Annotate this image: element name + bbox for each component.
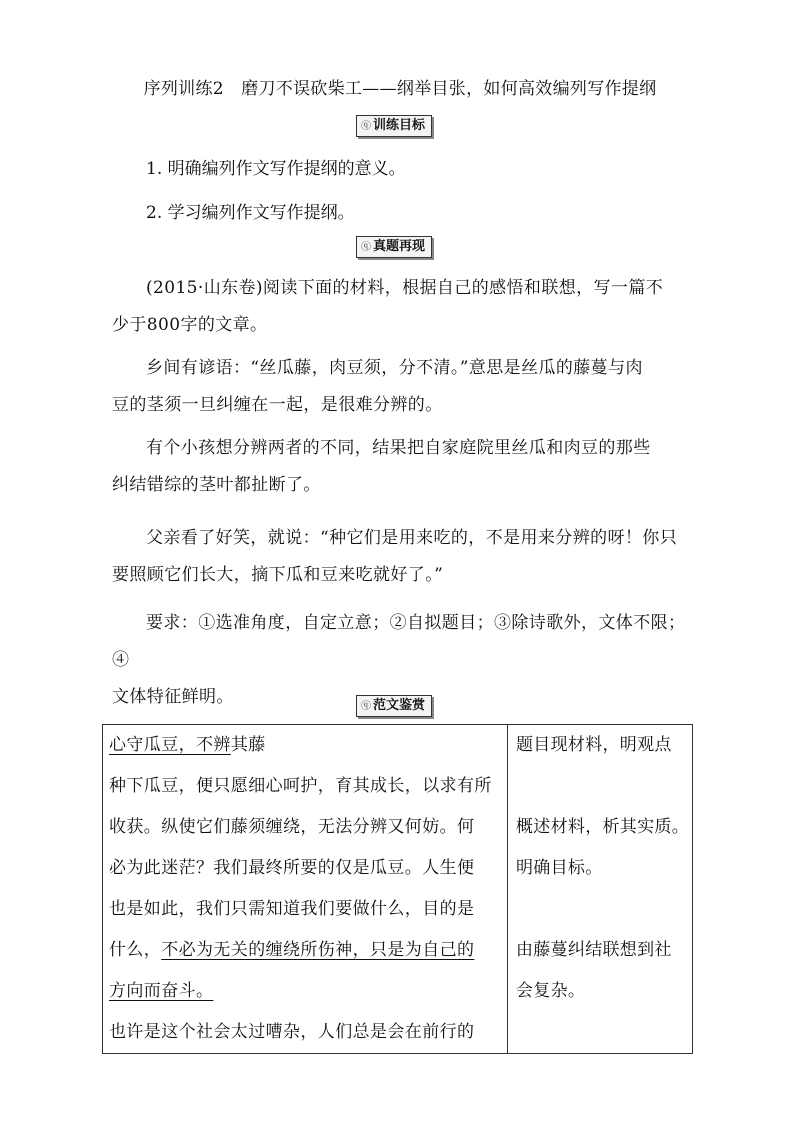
essay-table <box>102 724 693 1054</box>
essay-line: 必为此迷茫？我们最终所要的仅是瓜豆。人生便 <box>109 858 475 878</box>
section-label-text: 真题再现 <box>373 239 426 254</box>
page-title: 序列训练2 磨刀不误砍柴工——纲举目张，如何高效编列写作提纲 <box>143 79 657 99</box>
essay-line-underlined: 方向而奋斗。 <box>109 981 214 1001</box>
comment-line: 明确目标。 <box>516 858 603 878</box>
text-line: 纠结错综的茎叶都扯断了。 <box>112 475 321 495</box>
essay-text-cell <box>103 725 508 1054</box>
essay-line-underlined: 不必为无关的缠绕所伤神，只是为自己的 <box>161 940 475 960</box>
section-label-text: 范文鉴赏 <box>373 698 426 713</box>
text-line: 父亲看了好笑，就说：“种它们是用来吃的，不是用来分辨的呀！你只 <box>146 528 678 548</box>
essay-title-underlined: 心守瓜豆，不辨 <box>109 735 231 755</box>
section-marker-icon: ⓠ <box>361 242 371 253</box>
goal-item: 2. 学习编列作文写作提纲。 <box>146 203 355 223</box>
material-paragraph <box>112 520 690 594</box>
comment-line: 由藤蔓纠结联想到社 <box>516 940 672 960</box>
table-row <box>103 725 693 1054</box>
essay-title-rest: 其藤 <box>230 735 266 755</box>
essay-line <box>103 930 507 971</box>
section-label-text: 训练目标 <box>373 118 426 133</box>
material-paragraph <box>112 270 690 344</box>
section-marker-icon: ⓠ <box>361 121 371 132</box>
comment-line: 题目现材料，明观点 <box>516 735 672 755</box>
essay-line: 收获。纵使它们藤须缠绕，无法分辨又何妨。何 <box>109 817 475 837</box>
section-label-goals <box>356 115 432 137</box>
text-line: 少于800字的文章。 <box>112 315 268 335</box>
comment-spacer <box>508 889 692 930</box>
text-line: (2015·山东卷)阅读下面的材料，根据自己的感悟和联想，写一篇不 <box>146 278 664 298</box>
comment-spacer <box>508 1012 692 1053</box>
essay-line: 种下瓜豆，便只愿细心呵护，育其成长，以求有所 <box>109 776 492 796</box>
text-line: 豆的茎须一旦纠缠在一起，是很难分辨的。 <box>112 395 443 415</box>
material-paragraph <box>112 350 690 424</box>
goal-item: 1. 明确编列作文写作提纲的意义。 <box>146 159 406 179</box>
comment-line: 会复杂。 <box>516 981 586 1001</box>
essay-line-plain: 什么， <box>109 940 162 960</box>
essay-line: 也是如此，我们只需知道我们要做什么，目的是 <box>109 899 475 919</box>
comment-cell <box>508 725 693 1054</box>
section-marker-icon: ⓠ <box>361 701 371 712</box>
essay-line <box>103 971 507 1012</box>
text-line: 有个小孩想分辨两者的不同，结果把自家庭院里丝瓜和肉豆的那些 <box>146 438 651 458</box>
essay-title <box>103 725 507 766</box>
text-line: 文体特征鲜明。 <box>112 687 234 707</box>
comment-spacer <box>508 766 692 807</box>
text-line: 要求：①选准角度，自定立意；②自拟题目；③除诗歌外，文体不限；④ <box>112 613 686 670</box>
material-paragraph <box>112 430 690 504</box>
text-line: 要照顾它们长大，摘下瓜和豆来吃就好了。” <box>112 565 444 585</box>
text-line: 乡间有谚语：“丝瓜藤，肉豆须，分不清。”意思是丝瓜的藤蔓与肉 <box>146 358 643 378</box>
comment-line: 概述材料，析其实质。 <box>516 817 689 837</box>
section-label-appreciation <box>356 695 432 717</box>
essay-line: 也许是这个社会太过嘈杂，人们总是会在前行的 <box>109 1022 475 1042</box>
section-label-real-exam <box>356 236 432 258</box>
